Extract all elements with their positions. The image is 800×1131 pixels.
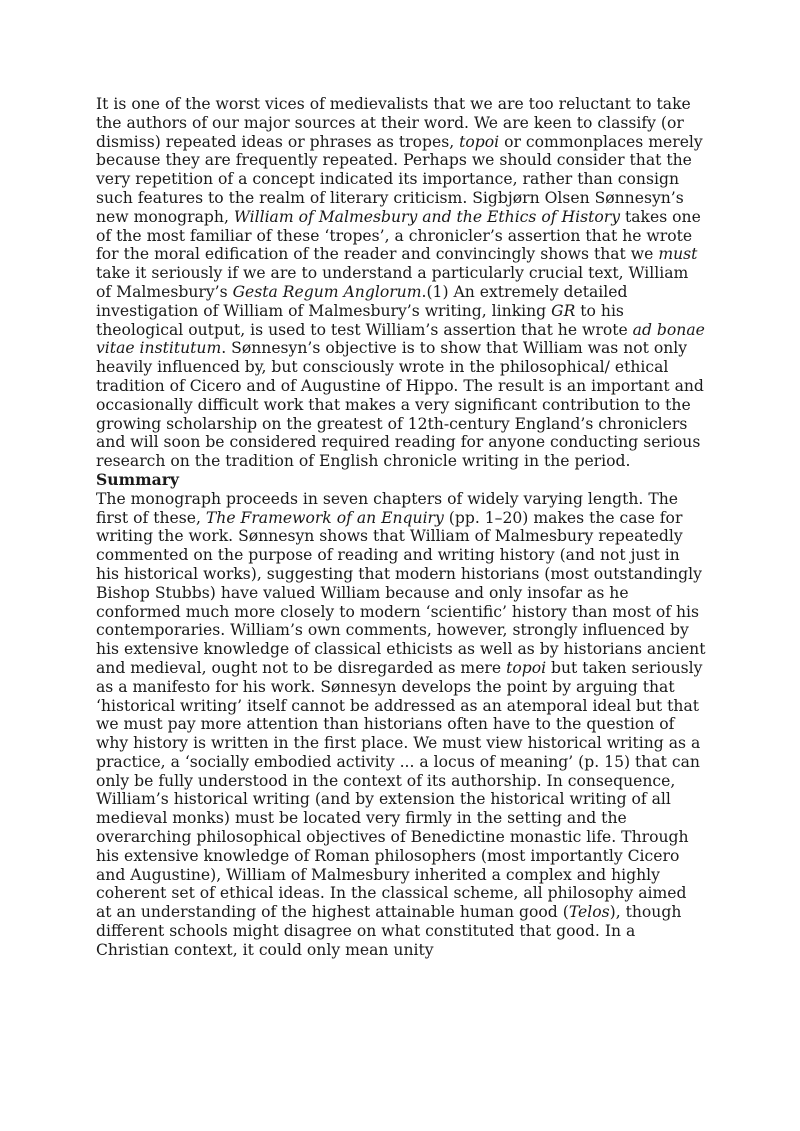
italic-text: topoi: [459, 132, 500, 151]
document-body: [96, 95, 706, 960]
text-run: (pp. 1–20) makes the case for writing the work. Sønnesyn shows that William of Malmesbury repeatedly commented on the purpose of reading and writing history (and not just in his historical works), suggesting that modern historians (most outstandingly Bishop Stubbs) have valued William because and only insofar as he conformed much more closely to modern ‘scientific’ history than most of his contemporaries. William’s own comments, however, strongly influenced by his extensive knowledge of classical ethicists as well as by historians ancient and medieval, ought not to be disregarded as mere: [96, 508, 706, 677]
italic-text: Telos: [568, 903, 610, 922]
text-run: takes one of the most familiar of these ‘tropes’, a chronicler’s assertion that he wrote for the moral edification of the reader and convincingly shows that we: [96, 207, 701, 264]
section-heading: Summary: [96, 469, 179, 489]
italic-text: GR: [551, 301, 576, 320]
italic-text: William of Malmesbury and the Ethics of History: [233, 207, 621, 226]
italic-text: topoi: [506, 658, 547, 677]
text-run: to his theological output, is used to test William’s assertion that he wrote: [96, 301, 633, 339]
italic-text: Gesta Regum Anglorum: [232, 282, 422, 301]
text-run: or commonplaces merely because they are frequently repeated. Perhaps we should consider that the very repetition of a concept indicated its importance, rather than consign such features to the realm of literary criticism. Sigbjørn Olsen Sønnesyn’s new monograph,: [96, 132, 703, 226]
text-run: It is one of the worst vices of medievalists that we are too reluctant to take the authors of our major sources at their word. We are keen to classify (or dismiss) repeated ideas or phrases as tropes,: [96, 95, 691, 151]
text-run: The monograph proceeds in seven chapters of widely varying length. The first of these,: [96, 489, 679, 527]
body-paragraph: [96, 490, 706, 960]
text-run: take it seriously if we are to understand a particularly crucial text, William of Malmesbury’s: [96, 264, 689, 301]
text-run: but taken seriously as a manifesto for his work. Sønnesyn develops the point by arguing that ‘historical writing’ itself cannot be addressed as an atemporal ideal but that we must pay more attention than historians often have to the question of why history is written in the first place. We must view historical writing as a practice, a ‘socially embodied activity ... a locus of meaning’ (p. 15) that can only be fully understood in the context of its authorship. In consequence, William’s historical writing (and by extension the historical writing of all medieval monks) must be located very firmly in the setting and the overarching philosophical objectives of Benedictine monastic life. Through his extensive knowledge of Roman philosophers (most importantly Cicero and Augustine), William of Malmesbury inherited a complex and highly coherent set of ethical ideas. In the classical scheme, all philosophy aimed at an understanding of the highest attainable human good (: [96, 658, 703, 922]
text-run: .(1) An extremely detailed investigation of William of Malmesbury’s writing, linking: [96, 282, 628, 320]
italic-text: ad bonae vitae institutum: [96, 320, 705, 358]
italic-text: The Framework of an Enquiry: [205, 508, 444, 527]
italic-text: must: [658, 245, 698, 264]
text-run: . Sønnesyn’s objective is to show that William was not only heavily influenced by, but consciously wrote in the philosophical/ ethical tradition of Cicero and of Augustine of Hippo. The result is an important and occasionally difficult work that makes a very significant contribution to the growing scholarship on the greatest of 12th-century England’s chroniclers and will soon be considered required reading for anyone conducting serious research on the tradition of English chronicle writing in the period.: [96, 339, 704, 471]
text-run: ), though different schools might disagree on what constituted that good. In a Christian context, it could only mean unity: [96, 903, 682, 959]
body-paragraph: [96, 95, 706, 471]
